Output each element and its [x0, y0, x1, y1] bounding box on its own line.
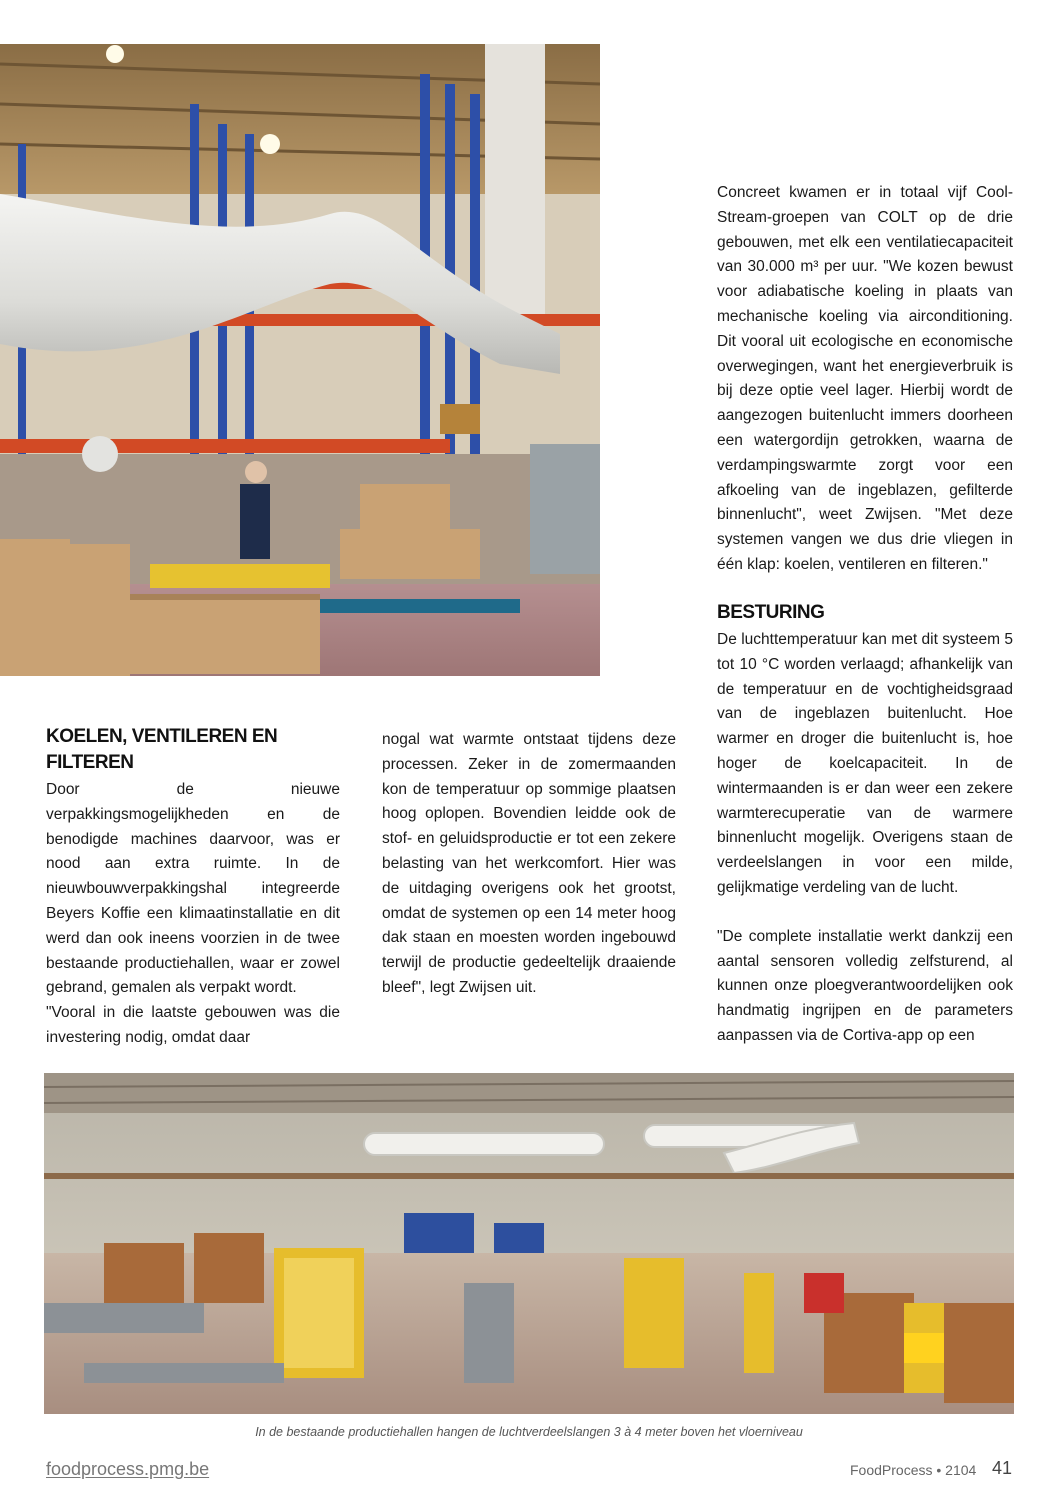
body-paragraph: nogal wat warmte ontstaat tijdens deze processen. Zeker in de zomermaanden kon de temperatuur op sommige plaatsen hoog oplopen. Bovendien leidde ook de stof- en geluidsproductie er tot een zekere belasting van het werkcomfort. Hier was de uitdaging overigens ook het grootst, omdat de systemen op een 14 meter hoog dak staan en moesten worden ingebouwd terwijl de productie gedeeltelijk draaiende bleef", legt Zwijsen uit. [382, 731, 676, 996]
footer-magazine-issue: FoodProcess • 2104 [850, 1462, 977, 1478]
footer-website-link[interactable]: foodprocess.pmg.be [46, 1459, 210, 1479]
body-paragraph: "Vooral in die laatste gebouwen was die investering nodig, omdat daar [46, 1004, 340, 1046]
body-paragraph: De luchttemperatuur kan met dit systeem 5 tot 10 °C worden verlaagd; afhankelijk van de temperatuur en de vochtigheidsgraad van de ingeblazen buitenlucht. Hoe warmer en droger die buitenlucht is, hoe hoger de koelcapaciteit. In de wintermaanden is er dan weer een zekere warmterecuperatie van de warmere binnenlucht mogelijk. Overigens staan de verdeelslangen in voor een milde, gelijkmatige verdeling van de lucht. [717, 631, 1013, 896]
photo-caption: In de bestaande productiehallen hangen de luchtverdeelslangen 3 à 4 meter boven het vloerniveau [255, 1425, 803, 1439]
middle-column [382, 728, 676, 1001]
production-hall-photo-icon [44, 1073, 1014, 1414]
right-column-top [717, 181, 1013, 578]
body-paragraph: Door de nieuwe verpakkingsmogelijkheden en de benodigde machines daarvoor, was er nood aan extra ruimte. In de nieuwbouwverpakkingshal integreerde Beyers Koffie een klimaatinstallatie en dit werd dan ook ineens voorzien in de twee bestaande productiehallen, waar er zowel gebrand, gemalen als verpakt wordt. [46, 781, 340, 997]
section-heading: KOELEN, VENTILEREN EN FILTEREN [46, 726, 278, 773]
section-besturing [717, 600, 1013, 1049]
page-number: 41 [992, 1458, 1013, 1478]
bottom-photo [44, 1073, 1014, 1414]
top-photo [0, 44, 600, 676]
factory-pipes-photo-icon [0, 44, 600, 676]
section-heading: BESTURING [717, 602, 825, 623]
section-koelen [46, 724, 340, 1051]
body-paragraph: Concreet kwamen er in totaal vijf Cool-Stream-groepen van COLT op de drie gebouwen, met elk een ventilatiecapaciteit van 30.000 m³ per uur. "We kozen bewust voor adiabatische koeling in plaats van mechanische koeling via airconditioning. Dit vooral uit ecologische en economische overwegingen, want het energieverbruik is bij deze optie veel lager. Hierbij wordt de aangezogen buitenlucht immers doorheen een watergordijn getrokken, waarna de verdampingswarmte zorgt voor een afkoeling van de ingeblazen, gefilterde binnenlucht", weet Zwijsen. "Met deze systemen vangen we dus drie vliegen in één klap: koelen, ventileren en filteren." [717, 184, 1013, 573]
body-paragraph: "De complete installatie werkt dankzij een aantal sensoren volledig zelfsturend, al kunnen onze ploegverantwoordelijken ook handmatig ingrijpen en de parameters aanpassen via de Cortiva-app op een [717, 927, 1013, 1044]
